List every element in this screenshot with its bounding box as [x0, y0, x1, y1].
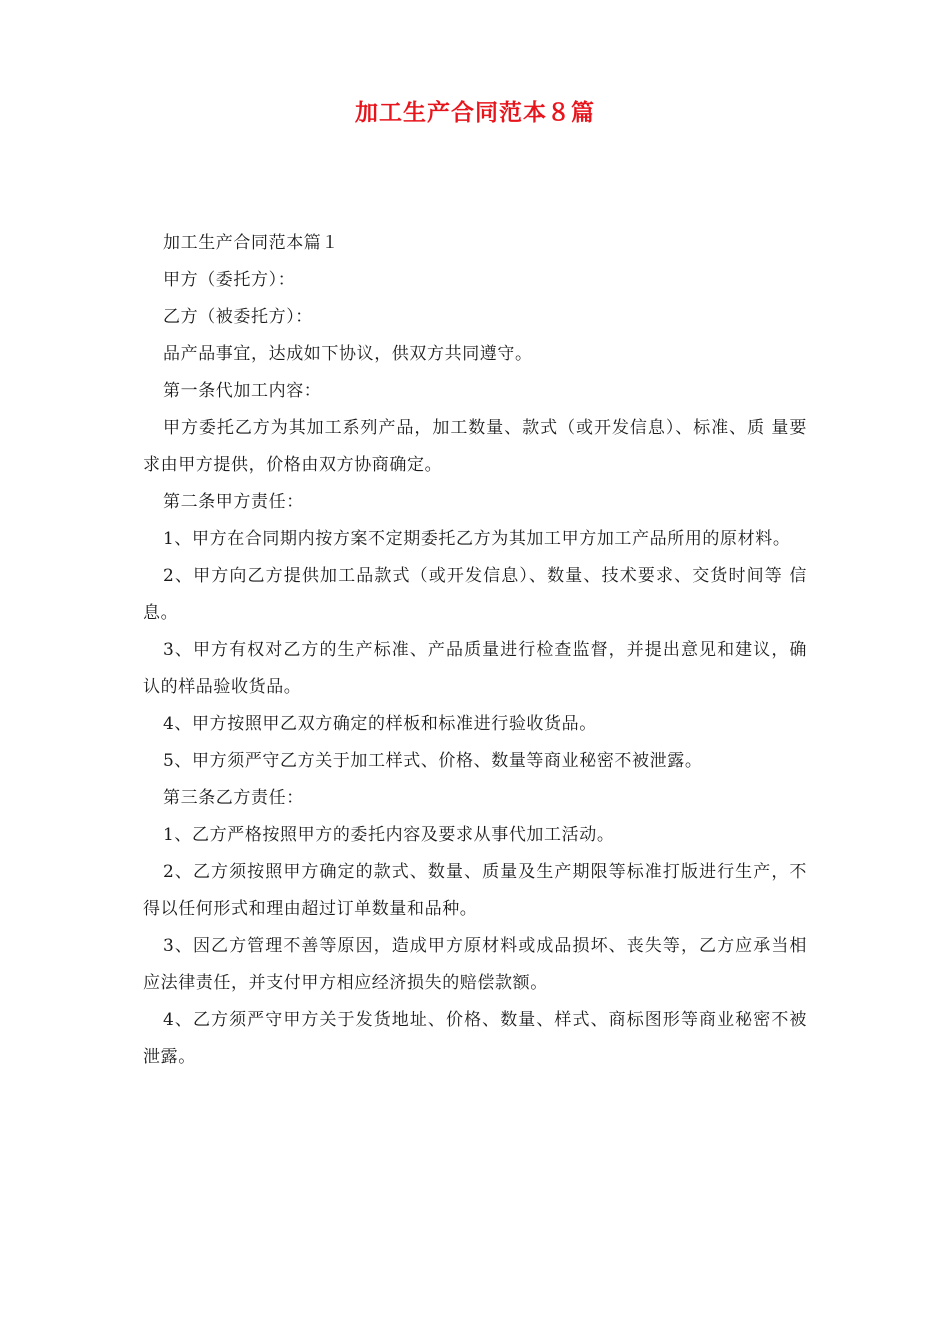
section-heading-1: 加工生产合同范本篇１ [163, 233, 339, 253]
article-2-heading: 第二条甲方责任： [163, 492, 304, 512]
article-2-item-5: 5、甲方须严守乙方关于加工样式、价格、数量等商业秘密不被泄露。 [163, 751, 703, 771]
document-body [143, 225, 807, 1076]
party-b-line: 乙方（被委托方）： [163, 307, 313, 327]
party-a-line: 甲方（委托方）： [163, 270, 296, 290]
article-3-heading: 第三条乙方责任： [163, 788, 304, 808]
article-2-item-2: 2、甲方向乙方提供加工品款式（或开发信息）、数量、技术要求、交货时间等 信息。 [143, 566, 807, 623]
article-3-item-4: 4、乙方须严守甲方关于发货地址、价格、数量、样式、商标图形等商业秘密不被泄露。 [143, 1010, 807, 1067]
article-1-heading: 第一条代加工内容： [163, 381, 322, 401]
article-1-text: 甲方委托乙方为其加工系列产品，加工数量、款式（或开发信息）、标准、质 量要求由甲方提供，价格由双方协商确定。 [143, 418, 807, 475]
article-2-item-3: 3、甲方有权对乙方的生产标准、产品质量进行检查监督，并提出意见和建议，确认的样品验收货品。 [143, 640, 807, 697]
article-2-item-1: 1、甲方在合同期内按方案不定期委托乙方为其加工甲方加工产品所用的原材料。 [163, 529, 791, 549]
agreement-intro: 品产品事宜，达成如下协议，供双方共同遵守。 [163, 344, 533, 364]
document-title: 加工生产合同范本８篇 [355, 100, 595, 126]
article-3-item-1: 1、乙方严格按照甲方的委托内容及要求从事代加工活动。 [163, 825, 615, 845]
article-2-item-4: 4、甲方按照甲乙双方确定的样板和标准进行验收货品。 [163, 714, 597, 734]
article-3-item-3: 3、因乙方管理不善等原因，造成甲方原材料或成品损坏、丧失等，乙方应承当相应法律责任，并支付甲方相应经济损失的赔偿款额。 [143, 936, 807, 993]
article-3-item-2: 2、乙方须按照甲方确定的款式、数量、质量及生产期限等标准打版进行生产，不得以任何形式和理由超过订单数量和品种。 [143, 862, 807, 919]
